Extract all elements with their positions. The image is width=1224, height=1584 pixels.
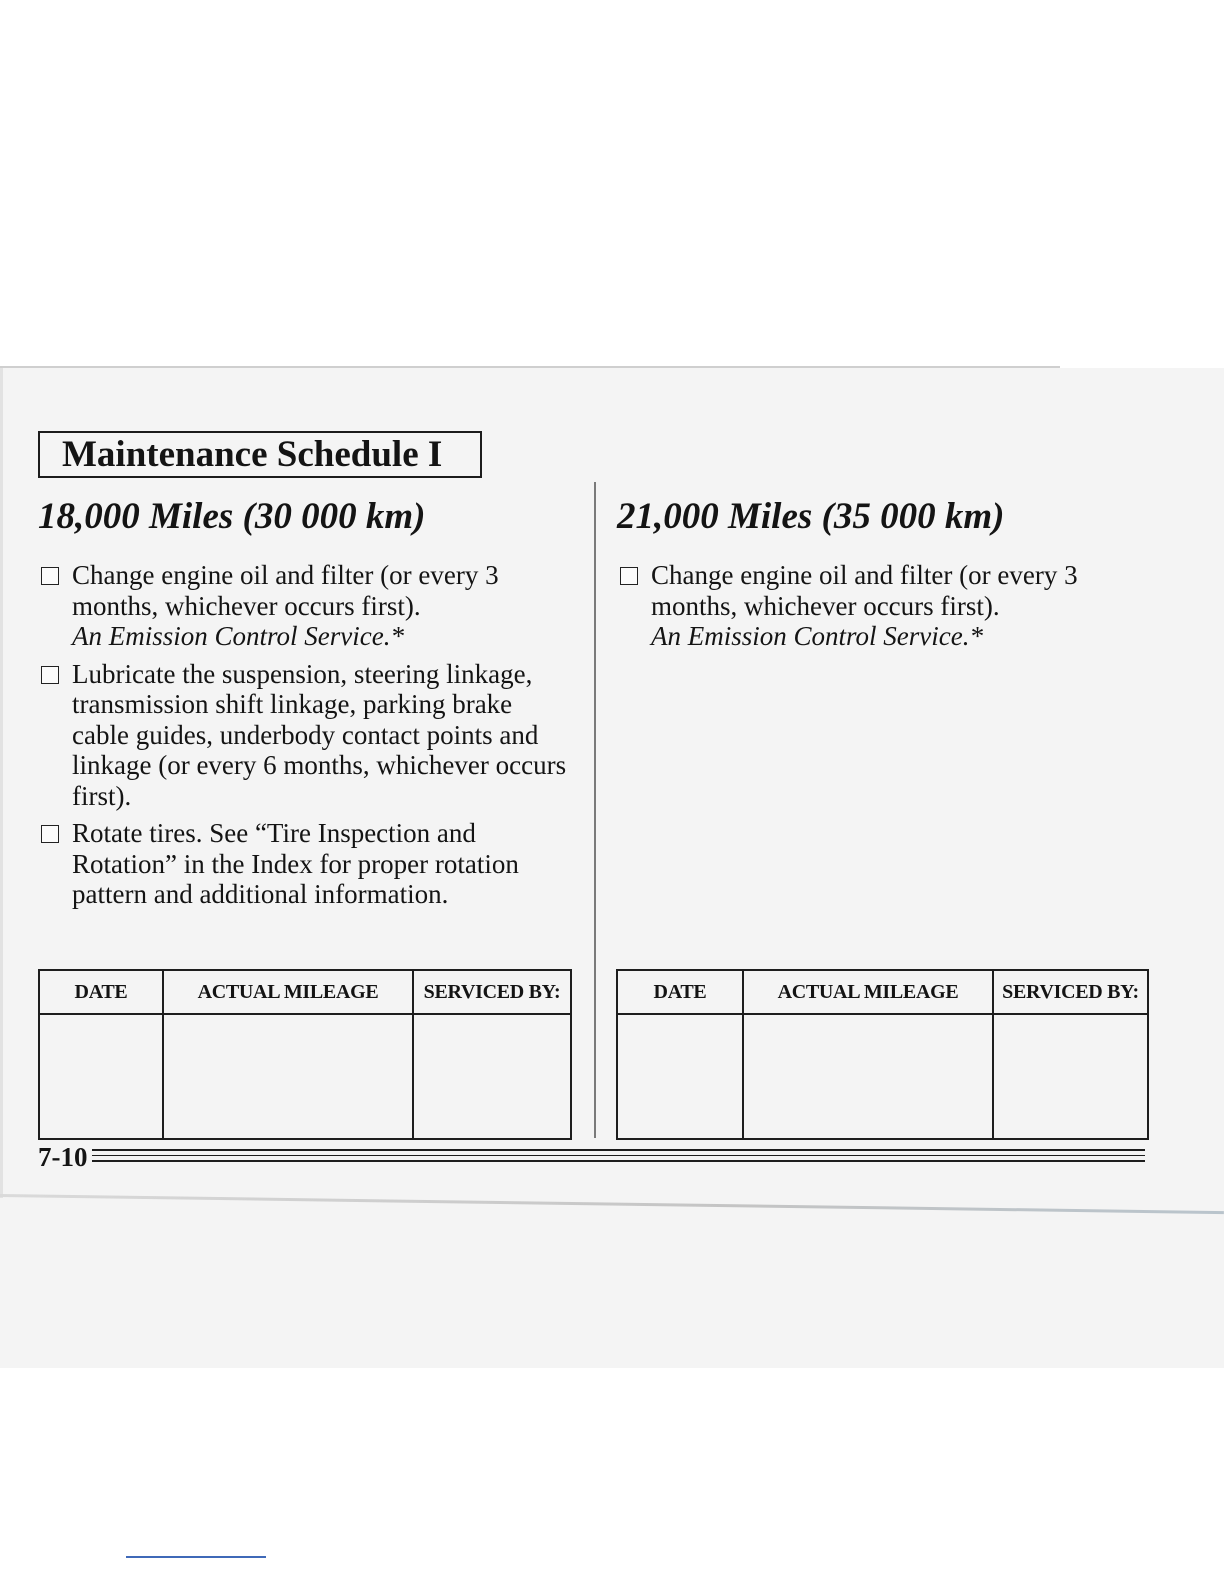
schedule-label-box: Maintenance Schedule I bbox=[38, 431, 482, 478]
date-cell[interactable] bbox=[617, 1014, 743, 1139]
item-text: Lubricate the suspension, steering linkage, transmission shift linkage, parking brake cable guides, underbody contact points and linkage (or every 6 months, whichever occurs first). bbox=[72, 658, 567, 811]
item-text: Rotate tires. See “Tire Inspection and Rotation” in the Index for proper rotation pattern and additional information. bbox=[72, 818, 519, 909]
item-text: Change engine oil and filter (or every 3 months, whichever occurs first). bbox=[651, 560, 1078, 621]
footer-rule bbox=[92, 1149, 1145, 1151]
checkbox[interactable] bbox=[620, 567, 638, 585]
serviced-by-cell[interactable] bbox=[413, 1014, 571, 1139]
actual-mileage-cell[interactable] bbox=[163, 1014, 413, 1139]
checkbox[interactable] bbox=[41, 666, 59, 684]
table-header-row bbox=[39, 970, 571, 1014]
serviced-by-cell[interactable] bbox=[993, 1014, 1148, 1139]
scan-artifact-line bbox=[126, 1556, 266, 1558]
item-text: Change engine oil and filter (or every 3 months, whichever occurs first). bbox=[72, 560, 499, 621]
footer-rule bbox=[92, 1155, 1145, 1156]
actual-mileage-cell[interactable] bbox=[743, 1014, 993, 1139]
interval-18000-column bbox=[38, 494, 578, 917]
table-row bbox=[617, 1014, 1148, 1139]
checklist-item bbox=[38, 560, 542, 652]
checklist-item bbox=[38, 818, 572, 910]
interval-heading: 21,000 Miles (35 000 km) bbox=[617, 496, 1005, 537]
actual-mileage-header: ACTUAL MILEAGE bbox=[743, 970, 993, 1014]
interval-21000-column bbox=[617, 494, 1157, 659]
column-divider bbox=[594, 482, 596, 1138]
checklist-item bbox=[617, 560, 1121, 652]
serviced-by-header: SERVICED BY: bbox=[993, 970, 1148, 1014]
checkbox[interactable] bbox=[41, 567, 59, 585]
footer-rule bbox=[92, 1160, 1145, 1162]
serviced-by-header: SERVICED BY: bbox=[413, 970, 571, 1014]
service-record-table-18000 bbox=[38, 969, 572, 1140]
table-row bbox=[39, 1014, 571, 1139]
interval-heading: 18,000 Miles (30 000 km) bbox=[38, 496, 426, 537]
page-top-edge bbox=[0, 366, 1060, 368]
table-header-row bbox=[617, 970, 1148, 1014]
item-note: An Emission Control Service.* bbox=[651, 621, 983, 651]
page-number: 7-10 bbox=[38, 1142, 88, 1172]
checklist-item bbox=[38, 659, 572, 812]
date-cell[interactable] bbox=[39, 1014, 163, 1139]
checkbox[interactable] bbox=[41, 825, 59, 843]
item-note: An Emission Control Service.* bbox=[72, 621, 404, 651]
actual-mileage-header: ACTUAL MILEAGE bbox=[163, 970, 413, 1014]
date-header: DATE bbox=[617, 970, 743, 1014]
date-header: DATE bbox=[39, 970, 163, 1014]
page-left-edge bbox=[0, 368, 3, 1198]
service-record-table-21000 bbox=[616, 969, 1149, 1140]
